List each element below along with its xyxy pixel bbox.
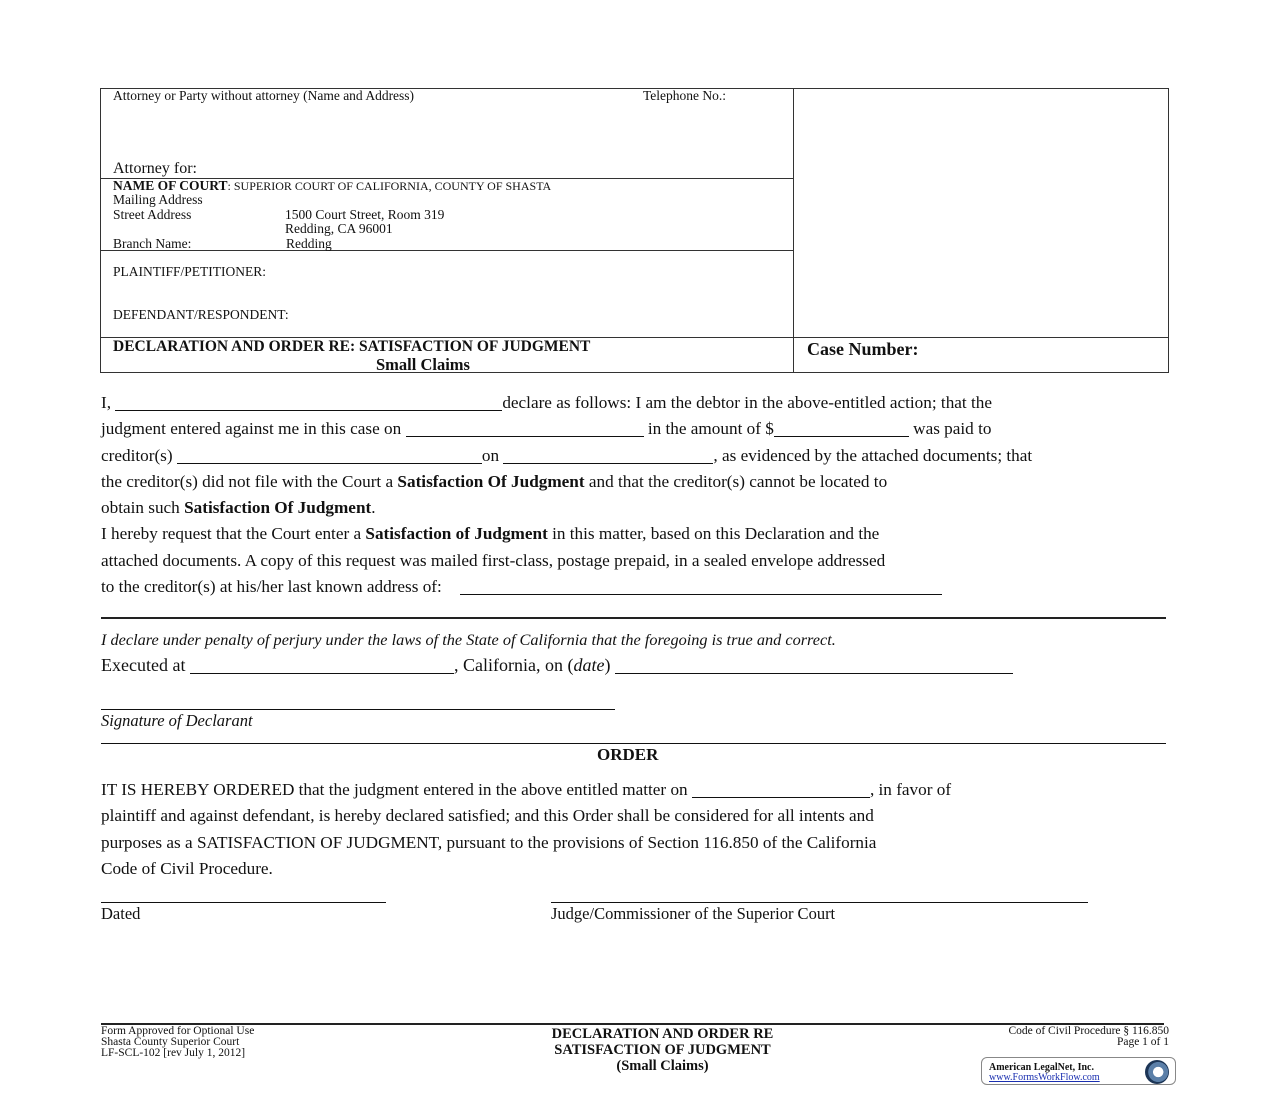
globe-logo-icon	[1145, 1060, 1169, 1084]
judgment-date-field[interactable]	[406, 419, 644, 437]
court-name-value: : SUPERIOR COURT OF CALIFORNIA, COUNTY OF SHASTA	[227, 179, 552, 193]
footer-center-title: DECLARATION AND ORDER RE SATISFACTION OF JUDGMENT (Small Claims)	[551, 1026, 774, 1074]
attorney-for-label: Attorney for:	[113, 160, 197, 177]
declaration-line: judgment entered against me in this case on in the amount of $ was paid to	[101, 419, 992, 439]
executed-date-field[interactable]	[615, 656, 1013, 674]
street-address-line1: 1500 Court Street, Room 319	[285, 207, 445, 222]
defendant-label: DEFENDANT/RESPONDENT:	[113, 307, 289, 322]
signature-label: Signature of Declarant	[101, 711, 253, 730]
judge-label: Judge/Commissioner of the Superior Court	[551, 904, 836, 923]
form-subtitle: Small Claims	[376, 355, 470, 374]
court-use-area	[805, 97, 1160, 329]
executed-location-field[interactable]	[190, 656, 454, 674]
court-name-label: NAME OF COURT	[113, 178, 228, 193]
creditor-address-continuation-field[interactable]	[101, 617, 1166, 619]
badge-company: American LegalNet, Inc.	[989, 1062, 1094, 1073]
dated-label: Dated	[101, 904, 141, 923]
creditor-address-field[interactable]	[460, 577, 942, 595]
declaration-line: the creditor(s) did not file with the Court a Satisfaction Of Judgment and that the creditor(s) cannot be located to	[101, 471, 888, 491]
plaintiff-label: PLAINTIFF/PETITIONER:	[113, 264, 266, 279]
mailing-address-label: Mailing Address	[113, 192, 203, 207]
order-line: plaintiff and against defendant, is hereby declared satisfied; and this Order shall be considered for all intents and	[101, 806, 874, 826]
order-heading: ORDER	[597, 745, 659, 764]
declarant-name-field[interactable]	[115, 393, 502, 411]
declaration-line: to the creditor(s) at his/her last known address of:	[101, 574, 1171, 600]
order-line: Code of Civil Procedure.	[101, 858, 273, 878]
form-title: DECLARATION AND ORDER RE: SATISFACTION OF JUDGMENT	[113, 338, 591, 355]
section-divider	[101, 743, 1166, 744]
caption-divider-vertical	[793, 88, 794, 373]
attorney-label: Attorney or Party without attorney (Name and Address)	[113, 88, 415, 103]
creditor-name-field[interactable]	[177, 446, 482, 464]
declarant-signature-field[interactable]	[101, 709, 615, 710]
caption-divider	[100, 250, 794, 251]
branch-name-value: Redding	[286, 236, 332, 251]
judge-signature-field[interactable]	[551, 902, 1088, 903]
footer-left: Form Approved for Optional Use Shasta County Superior Court LF-SCL-102 [rev July 1, 2012]	[101, 1025, 255, 1059]
judgment-amount-field[interactable]	[774, 419, 909, 437]
case-number-label: Case Number:	[807, 339, 919, 359]
payment-date-field[interactable]	[503, 446, 713, 464]
order-line: IT IS HEREBY ORDERED that the judgment entered in the above entitled matter on , in favor of	[101, 780, 952, 799]
declaration-line: I hereby request that the Court enter a Satisfaction of Judgment in this matter, based on this Declaration and the	[101, 524, 880, 544]
footer-divider	[101, 1023, 1164, 1025]
declaration-line: attached documents. A copy of this request was mailed first-class, postage prepaid, in a sealed envelope addressed	[101, 550, 886, 570]
branch-name-label: Branch Name:	[113, 236, 192, 251]
badge-url-link[interactable]: www.FormsWorkFlow.com	[989, 1072, 1100, 1083]
order-body	[101, 777, 1171, 882]
attorney-name-address-field[interactable]	[113, 103, 783, 159]
street-address-line2: Redding, CA 96001	[285, 221, 393, 236]
perjury-statement: I declare under penalty of perjury under the laws of the State of California that the foregoing is true and correct.	[101, 630, 836, 649]
order-judgment-date-field[interactable]	[692, 780, 870, 798]
telephone-label: Telephone No.:	[643, 88, 727, 103]
executed-line: Executed at , California, on (date)	[101, 655, 1013, 676]
street-address-label: Street Address	[113, 207, 192, 222]
legalnet-badge[interactable]	[981, 1057, 1176, 1085]
declaration-line: obtain such Satisfaction Of Judgment.	[101, 498, 376, 518]
dated-field[interactable]	[101, 902, 386, 903]
declaration-line: I, declare as follows: I am the debtor in the above-entitled action; that the	[101, 393, 992, 412]
order-line: purposes as a SATISFACTION OF JUDGMENT, pursuant to the provisions of Section 116.850 of the California	[101, 832, 877, 852]
declaration-line: creditor(s) on , as evidenced by the attached documents; that	[101, 445, 1033, 465]
footer-right: Code of Civil Procedure § 116.850 Page 1 of 1	[1008, 1025, 1169, 1048]
declaration-body	[101, 390, 1171, 600]
